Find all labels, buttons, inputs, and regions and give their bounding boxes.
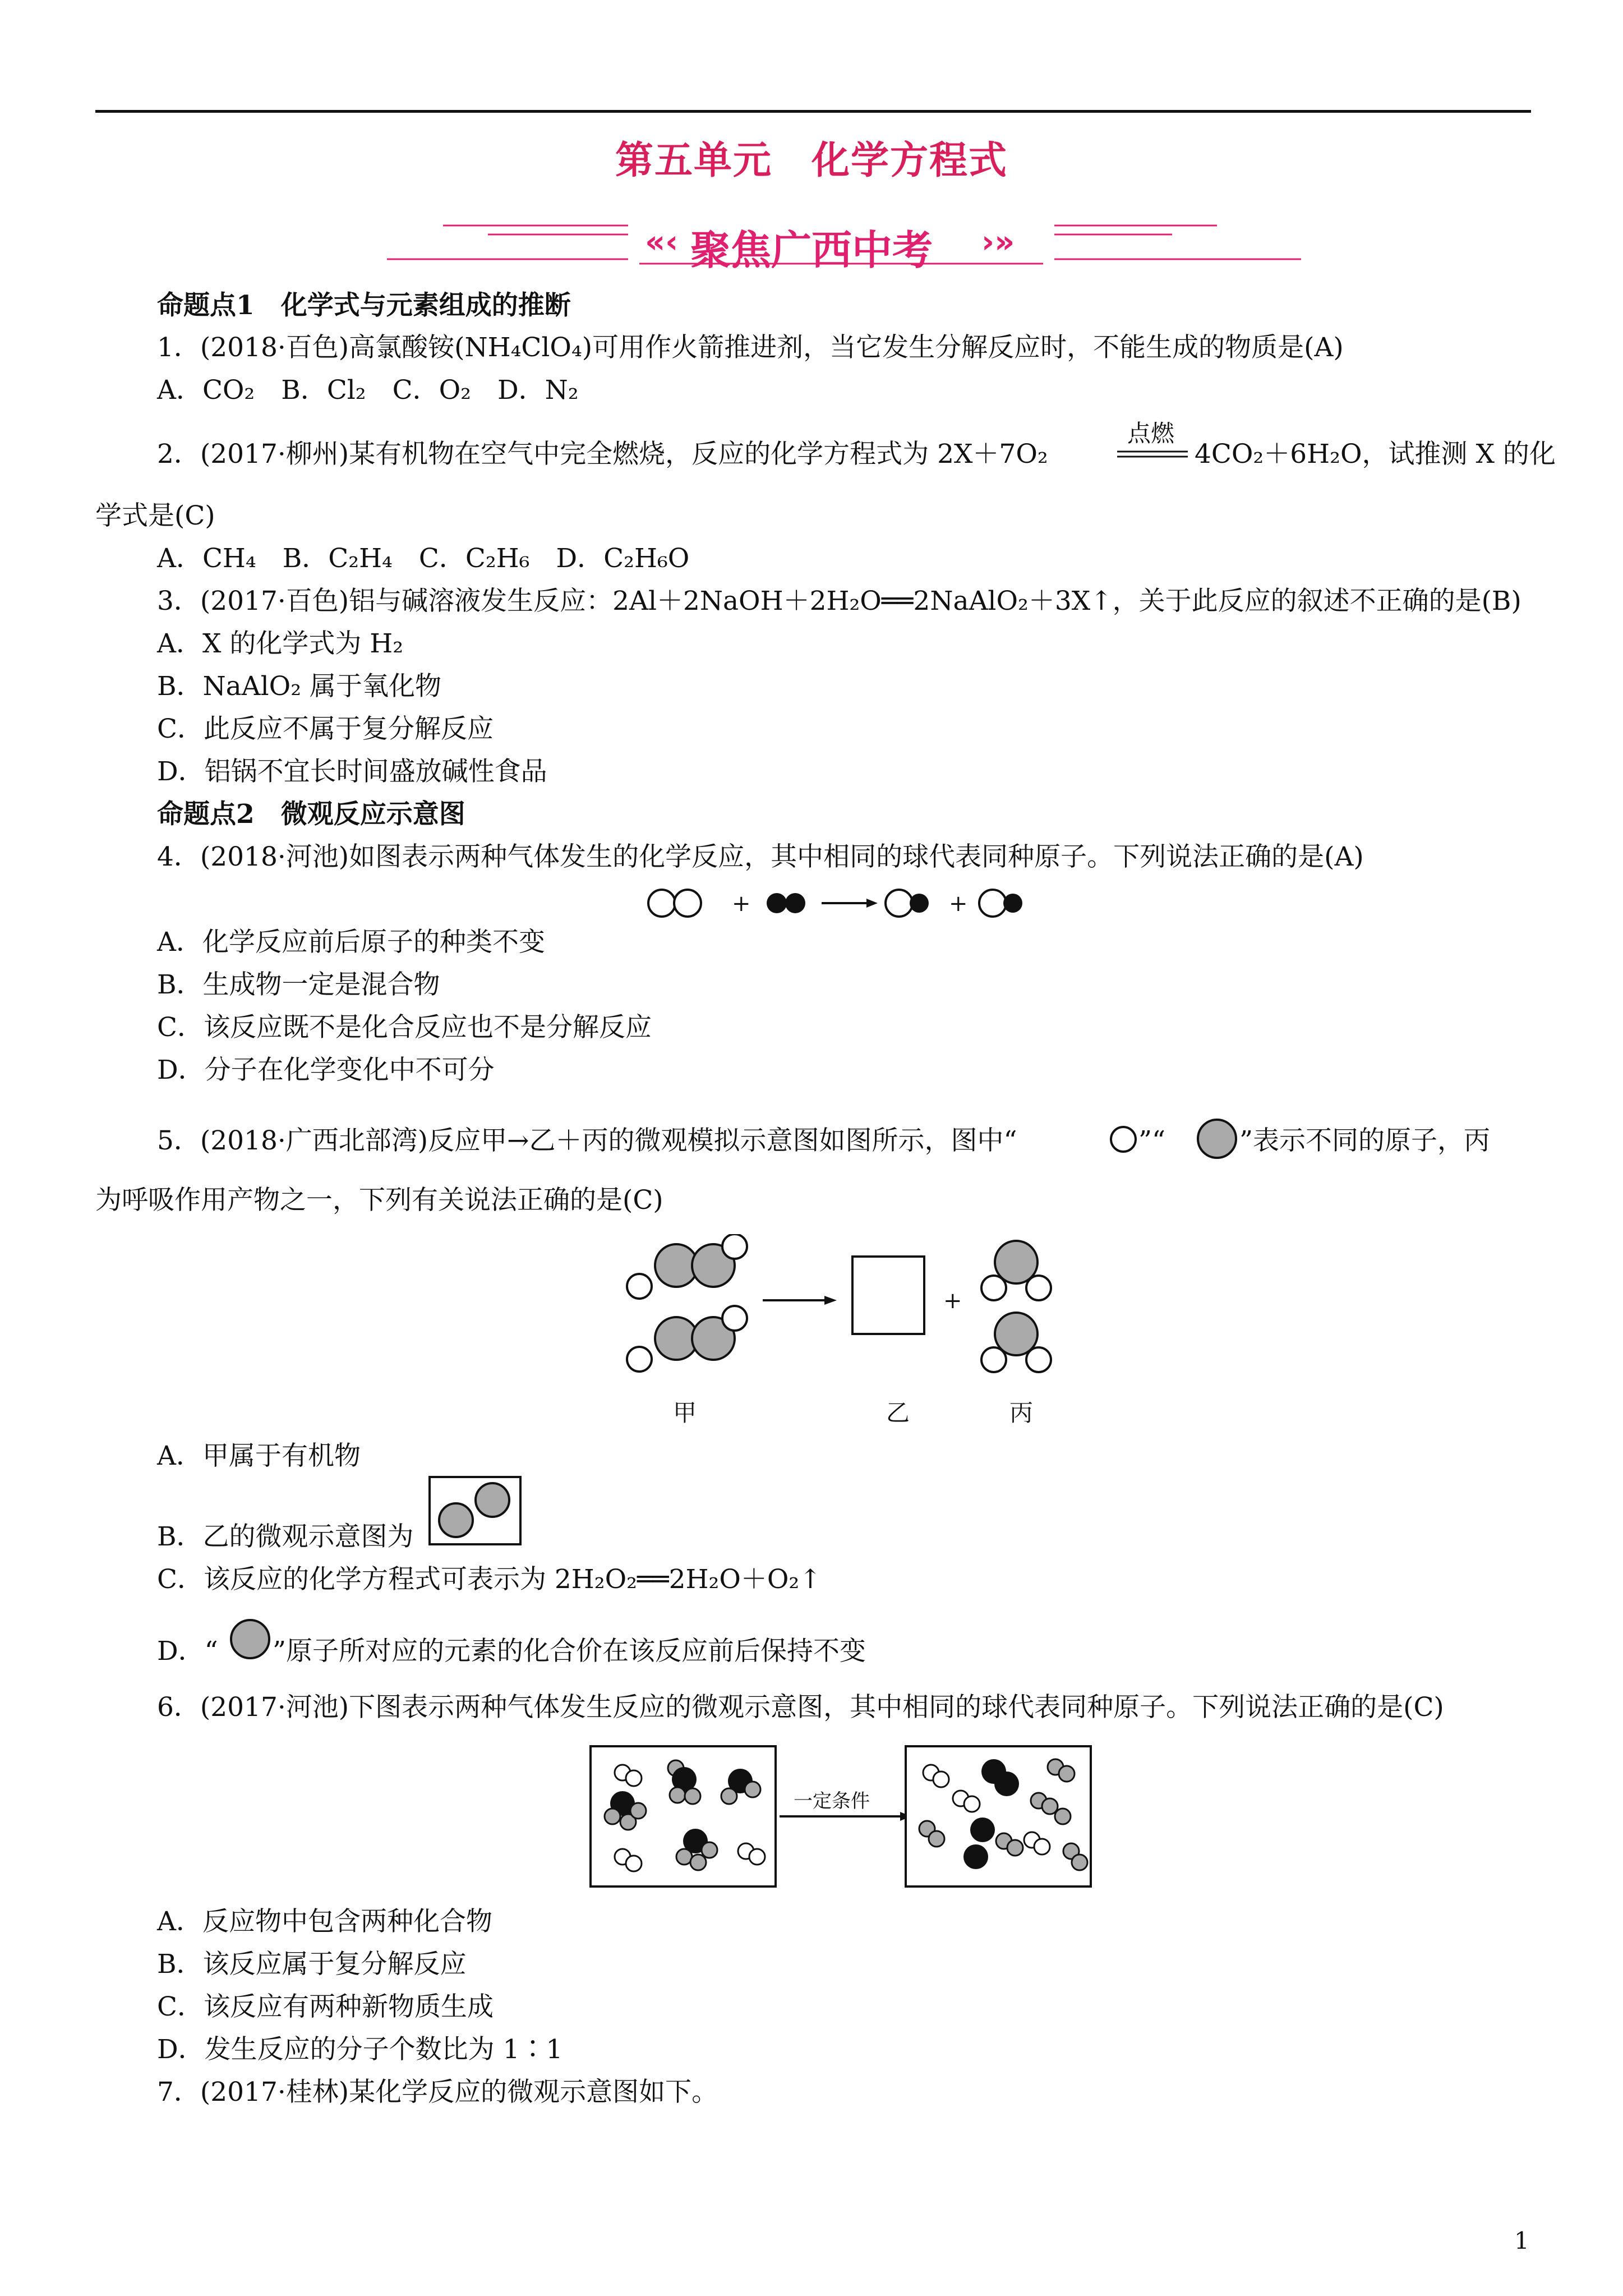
q4-option-a: A．化学反应前后原子的种类不变 [157,927,545,958]
q6-option-a: A．反应物中包含两种化合物 [157,1906,492,1937]
q6-reaction-condition: 一定条件 [794,1790,870,1812]
svg-text:+: + [943,1288,962,1314]
banner-title: 聚焦广西中考 [690,227,933,274]
q1-stem: 1．(2018·百色)高氯酸铵(NH₄ClO₄)可用作火箭推进剂，当它发生分解反应时，不能生成的物质是(A) [157,332,1344,363]
section-heading-1: 命题点1 化学式与元素组成的推断 [157,290,571,321]
q5-stem-part3: 为呼吸作用产物之一，下列有关说法正确的是(C) [95,1185,663,1216]
q3-stem: 3．(2017·百色)铝与碱溶液发生反应：2Al＋2NaOH＋2H₂O══2NaAlO₂＋3X↑，关于此反应的叙述不正确的是(B) [157,586,1521,616]
q2-stem-part1: 2．(2017·柳州)某有机物在空气中完全燃烧，反应的化学方程式为 2X＋7O₂ [157,439,1048,470]
q2-equal-sign [1116,449,1189,460]
q4-option-d: D．分子在化学变化中不可分 [157,1055,495,1085]
section-banner [0,213,1623,275]
header-rule [95,110,1531,113]
q6-option-d: D．发生反应的分子个数比为 1∶1 [157,2034,563,2065]
q5-stem-part2: ”表示不同的原子，丙 [1239,1125,1491,1156]
q5-stem-mid: ”“ [1138,1125,1166,1156]
q5-label-jia: 甲 [673,1399,697,1427]
svg-text:+: + [949,891,968,917]
q5-label-yi: 乙 [886,1399,910,1427]
page-title: 第五单元 化学方程式 [615,139,1008,183]
q2-stem-part3: 学式是(C) [95,500,215,531]
svg-text:+: + [732,891,751,917]
white-atom-icon [1108,1124,1139,1155]
section-heading-2: 命题点2 微观反应示意图 [157,799,465,830]
bing-molecule-1 [981,1241,1051,1300]
svg-text:«‹: «‹ [645,224,679,260]
q5-label-bing: 丙 [1009,1399,1034,1427]
q4-option-c: C．该反应既不是化合反应也不是分解反应 [157,1012,652,1043]
q6-reaction-diagram [589,1745,1094,1890]
q6-option-c: C．该反应有两种新物质生成 [157,1991,494,2022]
q3-option-d: D．铝锅不宜长时间盛放碱性食品 [157,756,547,787]
q5-stem-part1: 5．(2018·广西北部湾)反应甲→乙＋丙的微观模拟示意图如图所示，图中“ [157,1125,1017,1156]
q4-stem: 4．(2018·河池)如图表示两种气体发生的化学反应，其中相同的球代表同种原子。下列说法正确的是(A) [157,841,1364,872]
q1-options: A．CO₂ B．Cl₂ C．O₂ D．N₂ [157,375,579,406]
q2-reaction-condition: 点燃 [1127,420,1175,447]
q3-option-c: C．此反应不属于复分解反应 [157,714,494,744]
q7-stem: 7．(2017·桂林)某化学反应的微观示意图如下。 [157,2077,718,2108]
q5-option-b-diagram [428,1475,523,1548]
jia-molecule-2 [627,1306,747,1372]
q3-option-a: A．X 的化学式为 H₂ [157,628,404,659]
q4-option-b: B．生成物一定是混合物 [157,969,440,1000]
q6-option-b: B．该反应属于复分解反应 [157,1949,467,1980]
q5-reaction-diagram [617,1234,1066,1402]
svg-text:›»: ›» [981,224,1015,260]
q2-stem-part2: 4CO₂＋6H₂O，试推测 X 的化 [1195,439,1556,470]
page-number: 1 [1514,2227,1529,2254]
q2-options: A．CH₄ B．C₂H₄ C．C₂H₆ D．C₂H₆O [157,543,690,574]
q4-reaction-diagram [639,881,1043,926]
q5-option-b: B．乙的微观示意图为 [157,1521,414,1552]
q5-option-a: A．甲属于有机物 [157,1441,361,1471]
jia-molecule-1 [627,1234,747,1299]
q5-option-d-part2: ”原子所对应的元素的化合价在该反应前后保持不变 [273,1636,866,1667]
q3-option-b: B．NaAlO₂ 属于氧化物 [157,671,441,702]
grey-atom-icon [1195,1116,1239,1161]
q5-option-c: C．该反应的化学方程式可表示为 2H₂O₂══2H₂O＋O₂↑ [157,1564,822,1595]
q6-stem: 6．(2017·河池)下图表示两种气体发生反应的微观示意图，其中相同的球代表同种原子。下列说法正确的是(C) [157,1692,1444,1723]
bing-molecule-2 [981,1313,1051,1372]
q5-option-d-part1: D．“ [157,1636,218,1667]
grey-atom-icon [228,1617,273,1662]
